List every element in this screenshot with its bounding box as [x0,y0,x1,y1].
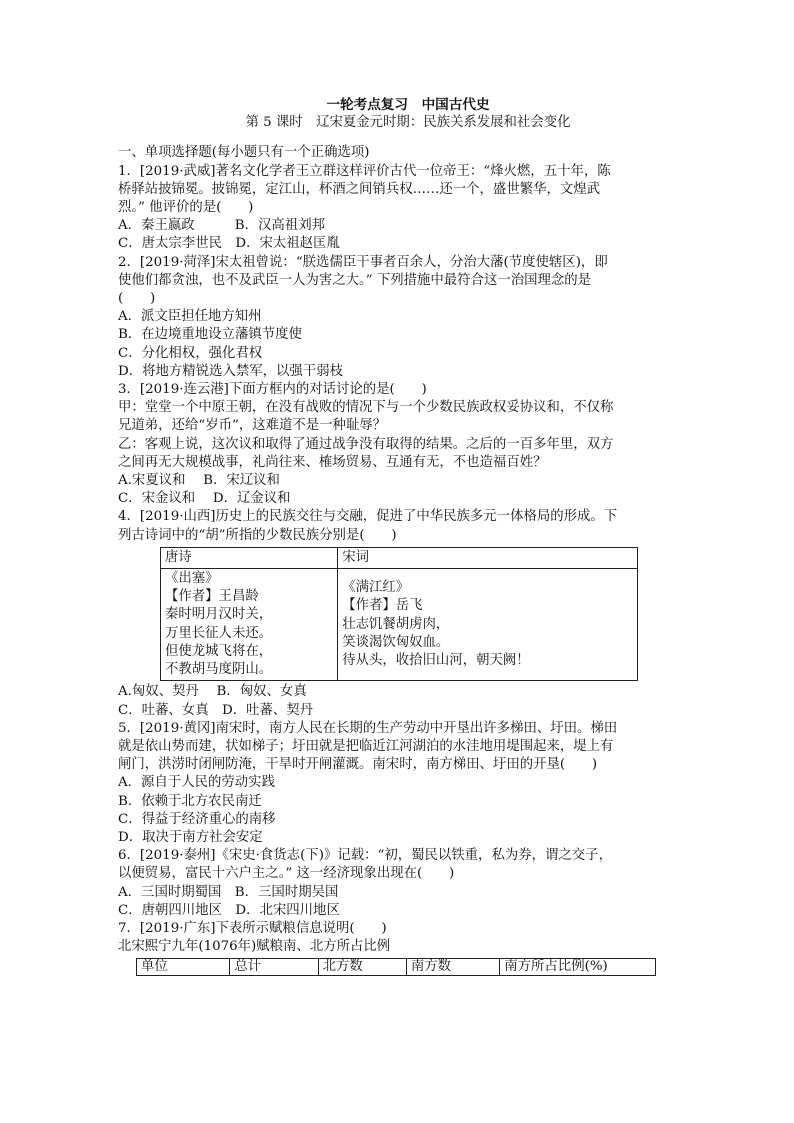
answer-option[interactable]: C．得益于经济重心的南移 [118,811,276,827]
answer-option[interactable]: A．源自于人民的劳动实践 [118,775,275,791]
poem-line: 笑谈渴饮匈奴血。 [342,634,450,650]
question-7 [118,920,678,976]
table-header-cell: 单位 [137,959,230,976]
question-text-line: 5．[2019·黄冈]南宋时，南方人民在长期的生产劳动中开垦出许多梯田、圩田。梯田 [118,720,618,736]
question-text-line: 2．[2019·菏泽]宋太祖曾说：“朕选儒臣干事者百余人，分治大藩(节度使辖区)，即 [118,254,608,270]
poem-line: 《满江红》 [342,580,410,596]
question-text-line: 4．[2019·山西]历史上的民族交往与交融，促进了中华民族多元一体格局的形成。下 [118,509,618,525]
table-header-cell: 南方数 [406,959,499,976]
question-text-line: 甲：堂堂一个中原王朝，在没有战败的情况下与一个少数民族政权妥协议和，不仅称 [118,400,614,416]
answer-options-row[interactable]: A.宋夏议和 B．宋辽议和 [118,473,280,489]
question-2 [118,254,678,381]
question-text-line: 列古诗词中的“胡”所指的少数民族分别是( ) [118,527,397,543]
answer-option[interactable]: B．在边境重地设立藩镇节度使 [118,327,302,343]
question-6 [118,847,678,920]
question-text-line: 烈。” 他评价的是( ) [118,200,254,216]
poem-cell-song [338,569,638,681]
question-text-line: 之间再无大规模战事，礼尚往来、榷场贸易、互通有无，不也造福百姓？ [118,454,547,470]
exam-page [118,96,678,976]
poem-line: 待从头，收拾旧山河，朝天阙！ [342,652,530,668]
answer-options-row[interactable]: C．吐蕃、女真 D．吐蕃、契丹 [118,702,314,718]
poem-line: 【作者】岳飞 [342,598,423,614]
question-text-line: 就是依山势而建，状如梯子；圩田就是把临近江河湖泊的水洼地用堤围起来，堤上有 [118,738,614,754]
poem-line: 不教胡马度阴山。 [165,662,273,678]
question-text-line: 乙：客观上说，这次议和取得了通过战争没有取得的结果。之后的一百多年里，双方 [118,436,614,452]
question-text-line: 3．[2019·连云港]下面方框内的对话讨论的是( ) [118,382,427,398]
answer-options-row[interactable]: A.匈奴、契丹 B．匈奴、女真 [118,684,307,700]
poem-line: 壮志饥餐胡虏肉， [342,616,450,632]
table-header-cell: 南方所占比例(%) [500,959,656,976]
question-1 [118,163,678,254]
answer-options-row[interactable]: C．唐朝四川地区 D．北宋四川地区 [118,902,340,918]
answer-option[interactable]: B．依赖于北方农民南迁 [118,793,262,809]
table-header-row [137,959,656,976]
page-title: 一轮考点复习 中国古代史 [326,97,490,113]
answer-options-row[interactable]: C．唐太宗李世民 D．宋太祖赵匡胤 [118,236,340,252]
answer-option[interactable]: D．将地方精锐选入禁军，以强干弱枝 [118,363,343,379]
question-text-line: 兄道弟，还给“岁币”，这难道不是一种耻辱？ [118,418,387,434]
question-text-line: 桥驿站披锦冕。披锦冕，定江山，杯酒之间销兵权……还一个，盛世繁华，文煌武 [118,181,601,197]
poem-cell-tang [161,569,338,681]
question-text-line: 使他们都贪浊，也不及武臣一人为害之大。” 下列措施中最符合这一治国理念的是 [118,272,592,288]
question-text-line: 1．[2019·武威]著名文化学者王立群这样评价古代一位帝王：“烽火燃，五十年，陈 [118,163,611,179]
poem-line: 万里长征人未还。 [165,625,273,641]
question-3 [118,381,678,508]
page-subtitle: 第 5 课时 辽宋夏金元时期：民族关系发展和社会变化 [245,115,571,131]
poem-table-header-right: 宋词 [338,547,638,568]
table-caption: 北宋熙宁九年(1076年)赋粮南、北方所占比例 [118,939,391,955]
question-text-line: 6．[2019·泰州]《宋史·食货志(下)》记载：“初，蜀民以铁重，私为券，谓之交子， [118,848,612,864]
question-text-line: 闸门，洪涝时闭闸防淹，干旱时开闸灌溉。南宋时，南方梯田、圩田的开垦( ) [118,757,598,773]
grain-tax-table [136,958,656,976]
question-text-line: ( ) [118,291,156,307]
poem-table-header-left: 唐诗 [161,547,338,568]
answer-option[interactable]: D．取决于南方社会安定 [118,829,263,845]
table-header-cell: 总计 [230,959,318,976]
answer-option[interactable]: C．分化相权，强化君权 [118,345,263,361]
question-4 [118,508,678,719]
table-header-cell: 北方数 [318,959,406,976]
answer-option[interactable]: A．派文臣担任地方知州 [118,309,262,325]
answer-options-row[interactable]: A．秦王嬴政 B．汉高祖刘邦 [118,218,325,234]
poem-line: 《出塞》 [165,571,219,587]
question-text-line: 7．[2019·广东]下表所示赋粮信息说明( ) [118,920,387,936]
question-text-line: 以便贸易，富民十六户主之。” 这一经济现象出现在( ) [118,866,455,882]
question-5 [118,720,678,847]
answer-options-row[interactable]: A．三国时期蜀国 B．三国时期吴国 [118,884,339,900]
poem-line: 但使龙城飞将在， [165,643,273,659]
poem-line: 【作者】王昌龄 [165,589,259,605]
poem-table [160,547,638,681]
section-heading: 一、单项选择题(每小题只有一个正确选项) [118,145,370,161]
answer-options-row[interactable]: C．宋金议和 D．辽金议和 [118,491,291,507]
poem-line: 秦时明月汉时关， [165,607,273,623]
